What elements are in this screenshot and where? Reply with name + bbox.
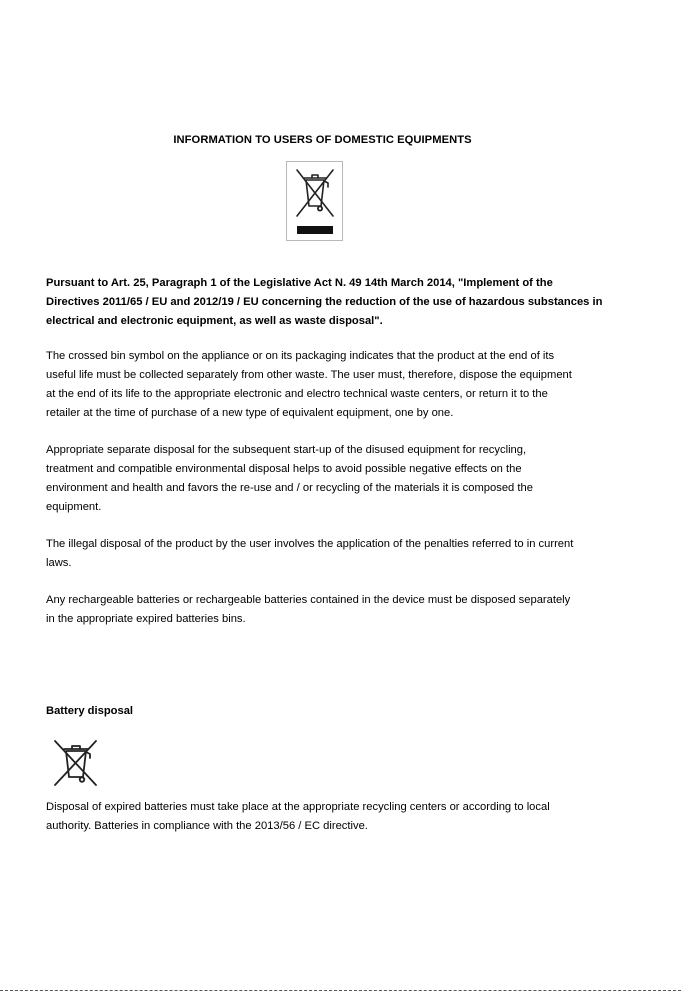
paragraph-rechargeable-batteries <box>46 591 636 629</box>
footer-dashed-rule <box>0 990 681 991</box>
paragraph-separate-disposal <box>46 441 636 517</box>
crossed-out-wheelie-bin-icon <box>50 737 102 789</box>
battery-disposal-heading: Battery disposal <box>46 705 134 717</box>
crossed-out-wheelie-bin-icon <box>293 166 337 222</box>
legislative-intro <box>46 274 636 331</box>
paragraph-expired-batteries <box>46 798 636 836</box>
paragraph-crossed-bin <box>46 347 636 423</box>
weee-symbol-box <box>286 161 343 241</box>
paragraph-line: useful life must be collected separately from other waste. The user must, therefore, dispose the equipment <box>46 369 572 381</box>
paragraph-line: environment and health and favors the re-use and / or recycling of the materials it is composed the <box>46 482 533 494</box>
paragraph-line: laws. <box>46 557 72 569</box>
paragraph-line: at the end of its life to the appropriate electronic and electro technical waste centers, or return it to the <box>46 388 548 400</box>
paragraph-line: Disposal of expired batteries must take place at the appropriate recycling centers or according to local <box>46 801 550 813</box>
paragraph-line: The illegal disposal of the product by the user involves the application of the penalties referred to in current <box>46 538 574 550</box>
weee-black-bar <box>297 226 333 234</box>
page-title: INFORMATION TO USERS OF DOMESTIC EQUIPMENTS <box>173 134 472 146</box>
intro-line: electrical and electronic equipment, as well as waste disposal". <box>46 315 383 327</box>
paragraph-line: equipment. <box>46 501 102 513</box>
paragraph-line: in the appropriate expired batteries bins. <box>46 613 246 625</box>
paragraph-line: Appropriate separate disposal for the subsequent start-up of the disused equipment for recycling, <box>46 444 527 456</box>
paragraph-line: The crossed bin symbol on the appliance or on its packaging indicates that the product at the end of its <box>46 350 555 362</box>
paragraph-line: retailer at the time of purchase of a new type of equivalent equipment, one by one. <box>46 407 454 419</box>
paragraph-illegal-disposal <box>46 535 636 573</box>
paragraph-line: treatment and compatible environmental disposal helps to avoid possible negative effects on the <box>46 463 522 475</box>
intro-line: Pursuant to Art. 25, Paragraph 1 of the Legislative Act N. 49 14th March 2014, "Implement of the <box>46 277 553 289</box>
paragraph-line: Any rechargeable batteries or rechargeable batteries contained in the device must be disposed separately <box>46 594 571 606</box>
paragraph-line: authority. Batteries in compliance with the 2013/56 / EC directive. <box>46 820 368 832</box>
intro-line: Directives 2011/65 / EU and 2012/19 / EU concerning the reduction of the use of hazardous substances in <box>46 296 603 308</box>
